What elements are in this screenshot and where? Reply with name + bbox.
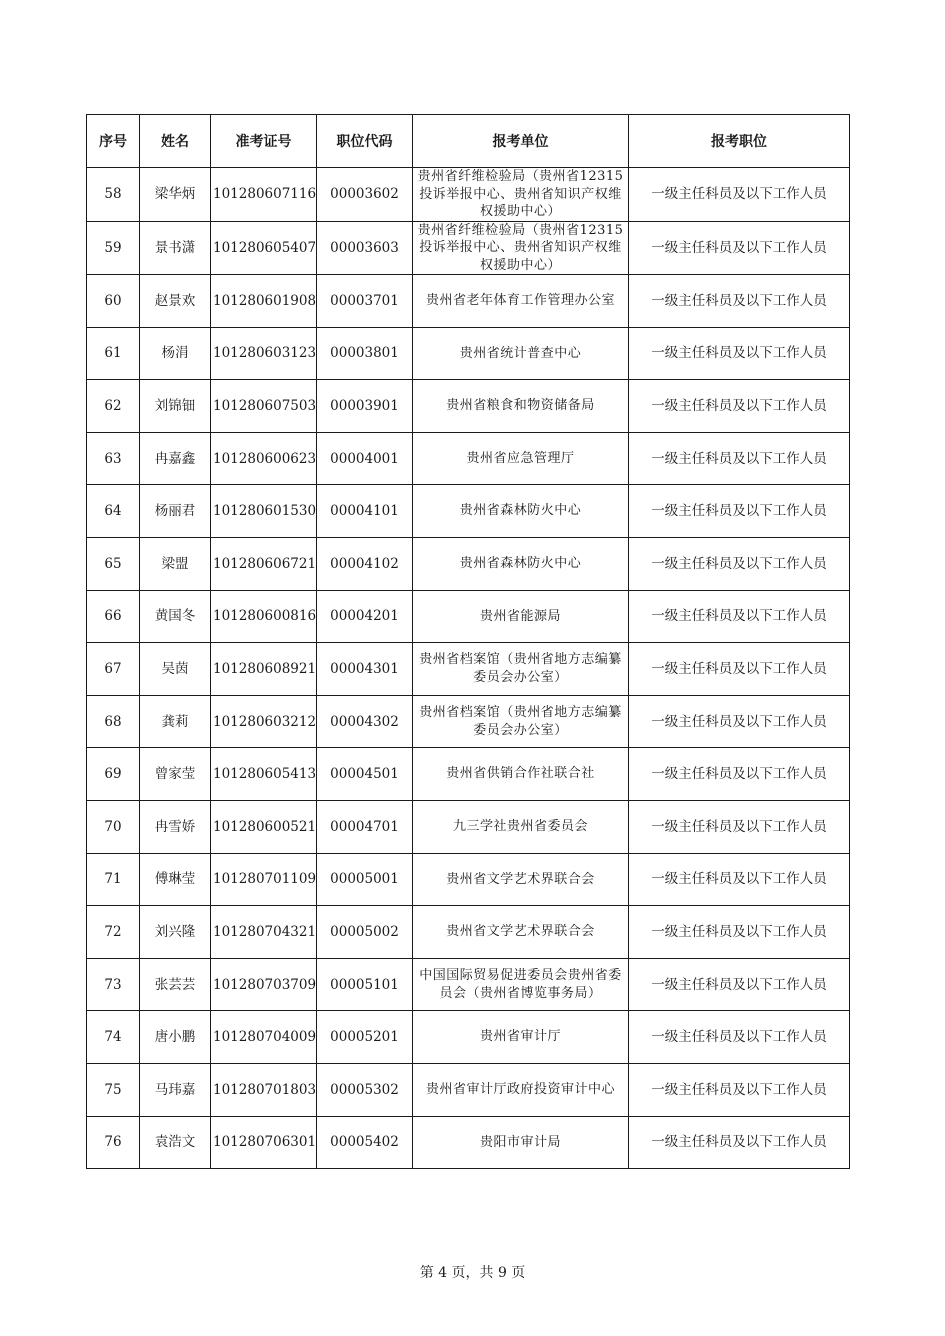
- header-position: 报考职位: [629, 115, 850, 168]
- cell-name: 吴茵: [140, 643, 211, 696]
- table-row: [87, 906, 850, 959]
- table-row: [87, 643, 850, 696]
- cell-position-code: 00003701: [317, 275, 413, 328]
- header-name: 姓名: [140, 115, 211, 168]
- cell-unit: 贵州省文学艺术界联合会: [413, 853, 629, 906]
- cell-position: 一级主任科员及以下工作人员: [629, 748, 850, 801]
- cell-name: 梁盟: [140, 537, 211, 590]
- cell-name: 黄国冬: [140, 590, 211, 643]
- cell-position-code: 00004501: [317, 748, 413, 801]
- cell-position-code: 00003603: [317, 221, 413, 275]
- cell-position: 一级主任科员及以下工作人员: [629, 485, 850, 538]
- cell-name: 梁华炳: [140, 168, 211, 222]
- cell-position: 一级主任科员及以下工作人员: [629, 432, 850, 485]
- cell-exam-id: 101280601908: [211, 275, 317, 328]
- cell-seq: 68: [87, 695, 140, 748]
- cell-position: 一级主任科员及以下工作人员: [629, 906, 850, 959]
- cell-exam-id: 101280608921: [211, 643, 317, 696]
- table-row: [87, 800, 850, 853]
- cell-position: 一级主任科员及以下工作人员: [629, 590, 850, 643]
- cell-seq: 64: [87, 485, 140, 538]
- cell-seq: 71: [87, 853, 140, 906]
- table-row: [87, 695, 850, 748]
- header-position-code: 职位代码: [317, 115, 413, 168]
- cell-position-code: 00004302: [317, 695, 413, 748]
- cell-seq: 62: [87, 380, 140, 433]
- cell-name: 傅琳莹: [140, 853, 211, 906]
- cell-seq: 63: [87, 432, 140, 485]
- cell-seq: 66: [87, 590, 140, 643]
- cell-position: 一级主任科员及以下工作人员: [629, 168, 850, 222]
- cell-position: 一级主任科员及以下工作人员: [629, 327, 850, 380]
- table-row: [87, 221, 850, 275]
- cell-name: 冉雪娇: [140, 800, 211, 853]
- cell-unit: 中国国际贸易促进委员会贵州省委员会（贵州省博览事务局）: [413, 958, 629, 1011]
- table-row: [87, 485, 850, 538]
- table-row: [87, 432, 850, 485]
- cell-position-code: 00004001: [317, 432, 413, 485]
- table-row: [87, 1011, 850, 1064]
- cell-seq: 67: [87, 643, 140, 696]
- cell-exam-id: 101280603123: [211, 327, 317, 380]
- cell-unit: 贵州省文学艺术界联合会: [413, 906, 629, 959]
- cell-unit: 贵州省档案馆（贵州省地方志编纂委员会办公室）: [413, 643, 629, 696]
- cell-exam-id: 101280701109: [211, 853, 317, 906]
- cell-unit: 贵州省审计厅政府投资审计中心: [413, 1063, 629, 1116]
- cell-position-code: 00004201: [317, 590, 413, 643]
- cell-name: 龚莉: [140, 695, 211, 748]
- cell-position: 一级主任科员及以下工作人员: [629, 853, 850, 906]
- cell-name: 杨丽君: [140, 485, 211, 538]
- cell-seq: 74: [87, 1011, 140, 1064]
- cell-position-code: 00005001: [317, 853, 413, 906]
- cell-position-code: 00003801: [317, 327, 413, 380]
- cell-position: 一级主任科员及以下工作人员: [629, 537, 850, 590]
- table-row: [87, 275, 850, 328]
- cell-position-code: 00003602: [317, 168, 413, 222]
- cell-exam-id: 101280607503: [211, 380, 317, 433]
- table-row: [87, 327, 850, 380]
- cell-unit: 贵州省能源局: [413, 590, 629, 643]
- cell-unit: 贵阳市审计局: [413, 1116, 629, 1169]
- cell-exam-id: 101280605407: [211, 221, 317, 275]
- cell-unit: 贵州省森林防火中心: [413, 537, 629, 590]
- cell-position: 一级主任科员及以下工作人员: [629, 1116, 850, 1169]
- cell-name: 冉嘉鑫: [140, 432, 211, 485]
- table-row: [87, 168, 850, 222]
- cell-seq: 65: [87, 537, 140, 590]
- cell-name: 张芸芸: [140, 958, 211, 1011]
- cell-unit: 贵州省供销合作社联合社: [413, 748, 629, 801]
- cell-unit: 贵州省纤维检验局（贵州省12315投诉举报中心、贵州省知识产权维权援助中心）: [413, 168, 629, 222]
- cell-unit: 贵州省统计普查中心: [413, 327, 629, 380]
- cell-exam-id: 101280607116: [211, 168, 317, 222]
- cell-exam-id: 101280600521: [211, 800, 317, 853]
- cell-position-code: 00003901: [317, 380, 413, 433]
- cell-unit: 九三学社贵州省委员会: [413, 800, 629, 853]
- cell-unit: 贵州省粮食和物资储备局: [413, 380, 629, 433]
- cell-position-code: 00005402: [317, 1116, 413, 1169]
- cell-position-code: 00005201: [317, 1011, 413, 1064]
- page-number: 第 4 页，共 9 页: [419, 1265, 526, 1281]
- cell-exam-id: 101280606721: [211, 537, 317, 590]
- cell-position: 一级主任科员及以下工作人员: [629, 800, 850, 853]
- cell-seq: 75: [87, 1063, 140, 1116]
- cell-position: 一级主任科员及以下工作人员: [629, 1063, 850, 1116]
- table-row: [87, 380, 850, 433]
- cell-exam-id: 101280704321: [211, 906, 317, 959]
- cell-exam-id: 101280704009: [211, 1011, 317, 1064]
- cell-seq: 58: [87, 168, 140, 222]
- table-row: [87, 1063, 850, 1116]
- header-unit: 报考单位: [413, 115, 629, 168]
- header-exam-id: 准考证号: [211, 115, 317, 168]
- cell-exam-id: 101280603212: [211, 695, 317, 748]
- cell-seq: 69: [87, 748, 140, 801]
- table-row: [87, 748, 850, 801]
- cell-position-code: 00004301: [317, 643, 413, 696]
- cell-position: 一级主任科员及以下工作人员: [629, 221, 850, 275]
- cell-position: 一级主任科员及以下工作人员: [629, 643, 850, 696]
- cell-position: 一级主任科员及以下工作人员: [629, 695, 850, 748]
- cell-unit: 贵州省纤维检验局（贵州省12315投诉举报中心、贵州省知识产权维权援助中心）: [413, 221, 629, 275]
- cell-exam-id: 101280703709: [211, 958, 317, 1011]
- cell-name: 景书潇: [140, 221, 211, 275]
- cell-position: 一级主任科员及以下工作人员: [629, 958, 850, 1011]
- table-row: [87, 853, 850, 906]
- table-row: [87, 1116, 850, 1169]
- roster-table: [86, 114, 850, 1169]
- cell-position-code: 00005101: [317, 958, 413, 1011]
- cell-seq: 76: [87, 1116, 140, 1169]
- cell-name: 刘锦钿: [140, 380, 211, 433]
- cell-exam-id: 101280605413: [211, 748, 317, 801]
- cell-position-code: 00005302: [317, 1063, 413, 1116]
- table-row: [87, 590, 850, 643]
- cell-unit: 贵州省审计厅: [413, 1011, 629, 1064]
- cell-unit: 贵州省森林防火中心: [413, 485, 629, 538]
- cell-name: 杨涓: [140, 327, 211, 380]
- cell-exam-id: 101280706301: [211, 1116, 317, 1169]
- cell-position-code: 00005002: [317, 906, 413, 959]
- cell-name: 袁浩文: [140, 1116, 211, 1169]
- table-header-row: [87, 115, 850, 168]
- cell-position: 一级主任科员及以下工作人员: [629, 275, 850, 328]
- cell-name: 唐小鹏: [140, 1011, 211, 1064]
- cell-seq: 73: [87, 958, 140, 1011]
- cell-position: 一级主任科员及以下工作人员: [629, 380, 850, 433]
- cell-unit: 贵州省应急管理厅: [413, 432, 629, 485]
- cell-position-code: 00004101: [317, 485, 413, 538]
- cell-position-code: 00004701: [317, 800, 413, 853]
- cell-name: 刘兴隆: [140, 906, 211, 959]
- cell-seq: 59: [87, 221, 140, 275]
- cell-exam-id: 101280600816: [211, 590, 317, 643]
- cell-unit: 贵州省老年体育工作管理办公室: [413, 275, 629, 328]
- cell-name: 赵景欢: [140, 275, 211, 328]
- cell-exam-id: 101280601530: [211, 485, 317, 538]
- cell-seq: 60: [87, 275, 140, 328]
- cell-seq: 61: [87, 327, 140, 380]
- cell-name: 曾家莹: [140, 748, 211, 801]
- table-row: [87, 537, 850, 590]
- cell-seq: 70: [87, 800, 140, 853]
- cell-position: 一级主任科员及以下工作人员: [629, 1011, 850, 1064]
- cell-exam-id: 101280600623: [211, 432, 317, 485]
- cell-exam-id: 101280701803: [211, 1063, 317, 1116]
- cell-name: 马玮嘉: [140, 1063, 211, 1116]
- cell-position-code: 00004102: [317, 537, 413, 590]
- cell-unit: 贵州省档案馆（贵州省地方志编纂委员会办公室）: [413, 695, 629, 748]
- table-row: [87, 958, 850, 1011]
- cell-seq: 72: [87, 906, 140, 959]
- header-seq: 序号: [87, 115, 140, 168]
